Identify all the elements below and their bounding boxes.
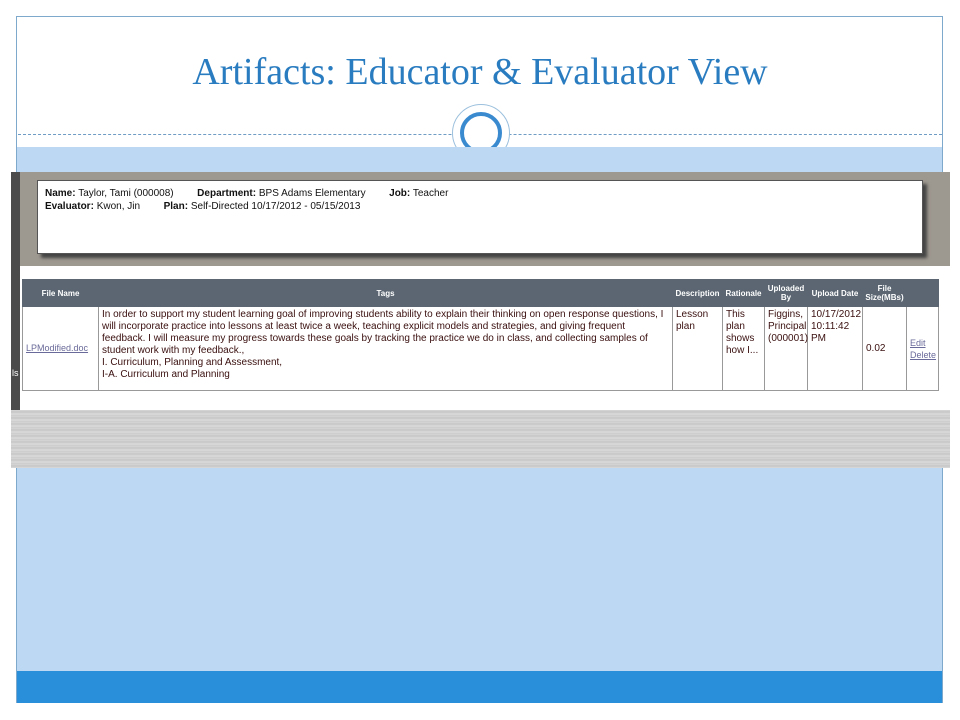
embedded-screenshot bbox=[11, 172, 950, 468]
left-nav-strip-text: ls bbox=[12, 368, 19, 378]
col-header-file-size[interactable]: File Size(MBs) bbox=[863, 280, 907, 307]
cell-file-size: 0.02 bbox=[863, 307, 907, 391]
table-header-row bbox=[23, 280, 939, 307]
cell-tags bbox=[99, 307, 673, 391]
evaluator-value: Kwon, Jin bbox=[96, 201, 141, 212]
tags-standard: I. Curriculum, Planning and Assessment, bbox=[102, 357, 283, 368]
department-label: Department: bbox=[197, 188, 257, 199]
col-header-upload-date[interactable]: Upload Date bbox=[808, 280, 863, 307]
cell-description: Lesson plan bbox=[673, 307, 723, 391]
table-row bbox=[23, 307, 939, 391]
job-value: Teacher bbox=[412, 188, 449, 199]
department-value: BPS Adams Elementary bbox=[258, 188, 366, 199]
col-header-actions bbox=[907, 280, 939, 307]
file-link[interactable]: LPModified.doc bbox=[26, 343, 89, 353]
col-header-uploaded-by[interactable]: Uploaded By bbox=[765, 280, 808, 307]
col-header-rationale[interactable]: Rationale bbox=[723, 280, 765, 307]
col-header-file-name[interactable]: File Name bbox=[23, 280, 99, 307]
bottom-bar bbox=[17, 671, 942, 703]
cell-rationale: This plan shows how I... bbox=[723, 307, 765, 391]
plan-value: Self-Directed 10/17/2012 - 05/15/2013 bbox=[190, 201, 361, 212]
cell-upload-date: 10/17/2012 10:11:42 PM bbox=[808, 307, 863, 391]
job-label: Job: bbox=[389, 188, 411, 199]
educator-info-box bbox=[37, 180, 923, 254]
edit-link[interactable]: Edit bbox=[910, 337, 926, 348]
plan-label: Plan: bbox=[163, 201, 189, 212]
info-row-2 bbox=[45, 201, 360, 212]
info-row-1 bbox=[45, 188, 448, 199]
slide-title: Artifacts: Educator & Evaluator View bbox=[192, 51, 768, 93]
tags-indicator: I-A. Curriculum and Planning bbox=[102, 369, 230, 380]
col-header-description[interactable]: Description bbox=[673, 280, 723, 307]
delete-link[interactable]: Delete bbox=[910, 349, 937, 360]
cell-uploaded-by: Figgins, Principal (000001) bbox=[765, 307, 808, 391]
evaluator-label: Evaluator: bbox=[45, 201, 94, 212]
left-nav-strip bbox=[11, 172, 20, 410]
name-value: Taylor, Tami (000008) bbox=[78, 188, 174, 199]
artifacts-table bbox=[22, 279, 939, 391]
metal-footer bbox=[11, 410, 950, 468]
tags-goal-text: In order to support my student learning goal of improving students ability to explain their thinking on open response questions, I will incorporate practice into lessons at least twice a week, teaching explicit models and strategies, and giving frequent feedback. I will measure my progress towards these goals by tracking the practice we do in class, and collecting samples of student work with my feedback., bbox=[102, 309, 664, 356]
cell-file-name bbox=[23, 307, 99, 391]
col-header-tags[interactable]: Tags bbox=[99, 280, 673, 307]
cell-actions bbox=[907, 307, 939, 391]
name-label: Name: bbox=[45, 188, 76, 199]
